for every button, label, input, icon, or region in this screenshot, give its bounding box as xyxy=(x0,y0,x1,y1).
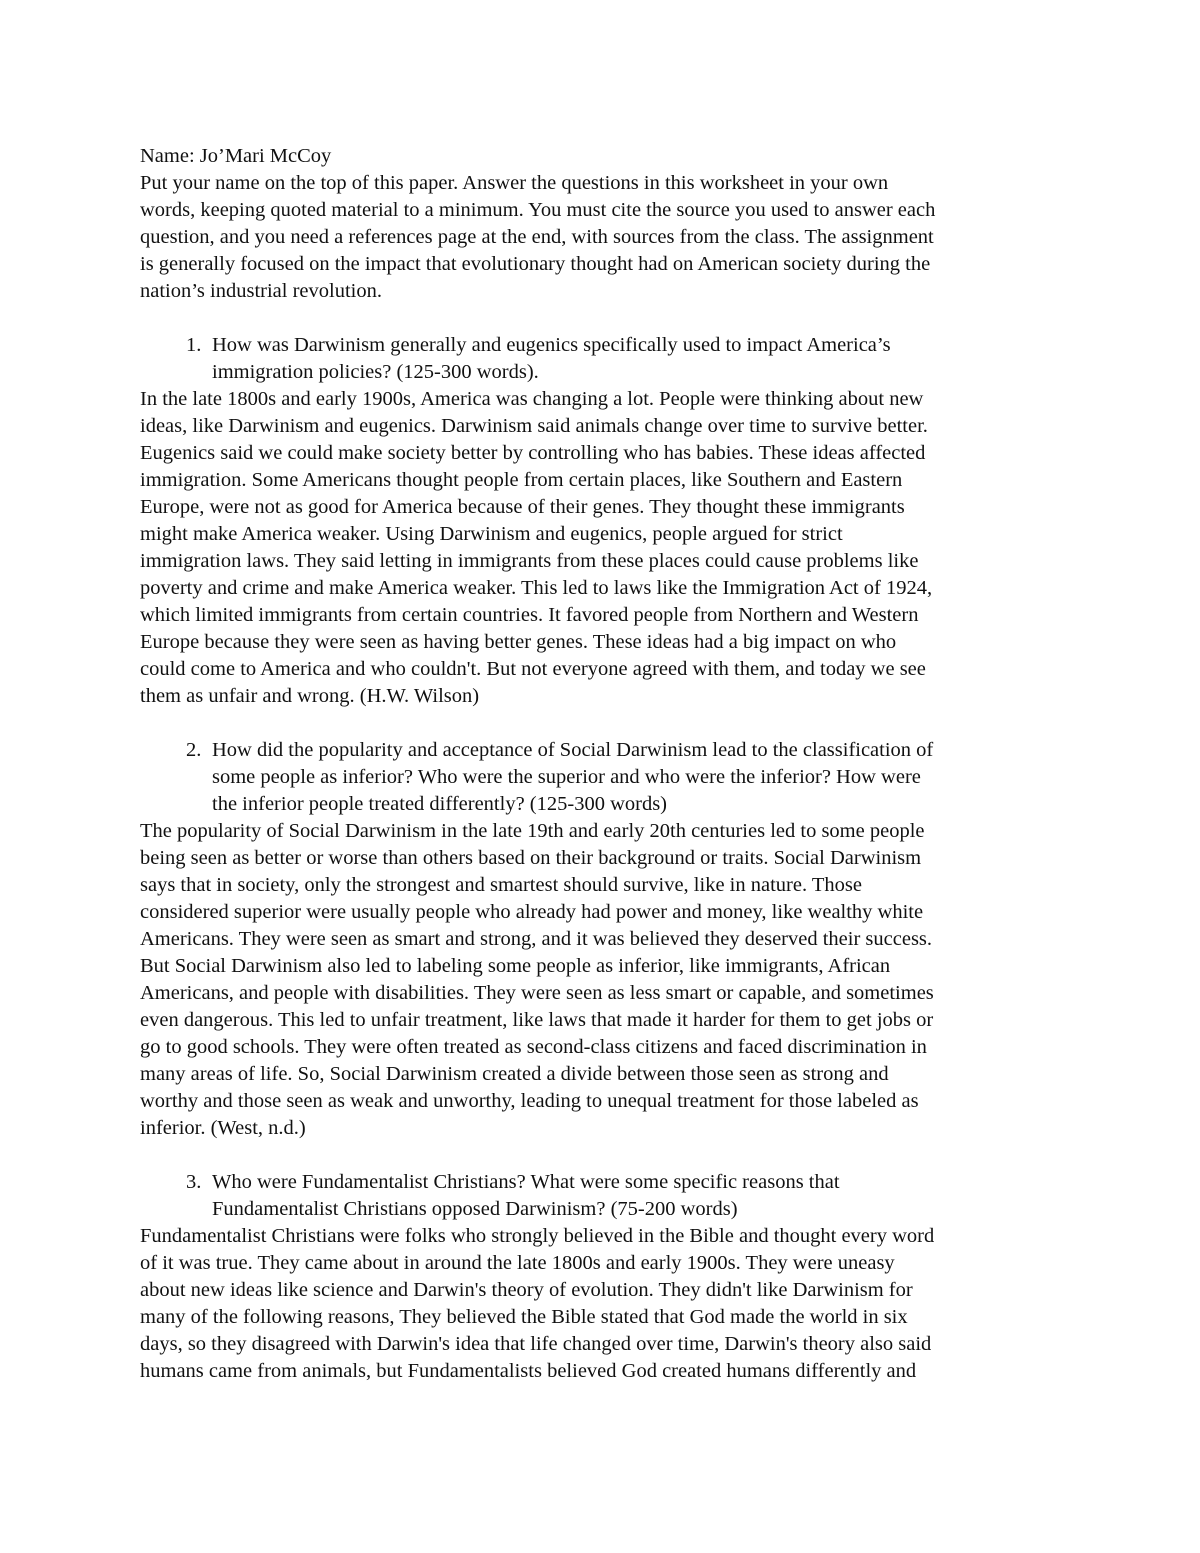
instructions-line: words, keeping quoted material to a minimum. You must cite the source you used to answer each xyxy=(140,199,936,221)
question-line: How was Darwinism generally and eugenics specifically used to impact America’s xyxy=(212,334,891,356)
answer-line: about new ideas like science and Darwin's theory of evolution. They didn't like Darwinism for xyxy=(140,1279,913,1301)
answer-line: of it was true. They came about in around the late 1800s and early 1900s. They were uneasy xyxy=(140,1252,895,1274)
instructions-line: Put your name on the top of this paper. Answer the questions in this worksheet in your own xyxy=(140,172,889,194)
question-line: the inferior people treated differently? (125-300 words) xyxy=(212,793,668,815)
answer-line: Americans. They were seen as smart and strong, and it was believed they deserved their success. xyxy=(140,928,933,950)
instructions-paragraph xyxy=(140,170,1070,305)
answer-line: many areas of life. So, Social Darwinism created a divide between those seen as strong and xyxy=(140,1063,889,1085)
answer-line: even dangerous. This led to unfair treatment, like laws that made it harder for them to get jobs or xyxy=(140,1009,934,1031)
answer-line: could come to America and who couldn't. But not everyone agreed with them, and today we see xyxy=(140,658,926,680)
answer-line: Europe because they were seen as having better genes. These ideas had a big impact on who xyxy=(140,631,897,653)
answer-2 xyxy=(140,818,1070,1142)
spacer xyxy=(140,710,1070,737)
answer-line: Europe, were not as good for America because of their genes. They thought these immigrants xyxy=(140,496,905,518)
answer-line: days, so they disagreed with Darwin's idea that life changed over time, Darwin's theory also said xyxy=(140,1333,932,1355)
answer-line: The popularity of Social Darwinism in the late 19th and early 20th centuries led to some people xyxy=(140,820,925,842)
answer-line: ideas, like Darwinism and eugenics. Darwinism said animals change over time to survive better. xyxy=(140,415,928,437)
answer-line: In the late 1800s and early 1900s, America was changing a lot. People were thinking about new xyxy=(140,388,924,410)
instructions-line: nation’s industrial revolution. xyxy=(140,280,382,302)
answer-line: says that in society, only the strongest and smartest should survive, like in nature. Those xyxy=(140,874,862,896)
question-2 xyxy=(140,737,1070,818)
answer-line: considered superior were usually people who already had power and money, like wealthy white xyxy=(140,901,924,923)
question-number: 1. xyxy=(186,334,202,356)
question-number: 3. xyxy=(186,1171,202,1193)
answer-line: worthy and those seen as weak and unworthy, leading to unequal treatment for those labeled as xyxy=(140,1090,919,1112)
question-text xyxy=(212,332,1070,386)
answer-line: Fundamentalist Christians were folks who strongly believed in the Bible and thought every word xyxy=(140,1225,935,1247)
answer-line: might make America weaker. Using Darwinism and eugenics, people argued for strict xyxy=(140,523,843,545)
question-1 xyxy=(140,332,1070,386)
answer-1 xyxy=(140,386,1070,710)
question-3 xyxy=(140,1169,1070,1223)
answer-line: inferior. (West, n.d.) xyxy=(140,1117,306,1139)
answer-line: Americans, and people with disabilities. They were seen as less smart or capable, and sometimes xyxy=(140,982,934,1004)
answer-line: immigration laws. They said letting in immigrants from these places could cause problems like xyxy=(140,550,919,572)
answer-line: go to good schools. They were often treated as second-class citizens and faced discrimination in xyxy=(140,1036,927,1058)
question-text xyxy=(212,737,1070,818)
name-line: Name: Jo’Mari McCoy xyxy=(140,145,332,167)
answer-line: poverty and crime and make America weaker. This led to laws like the Immigration Act of 1924, xyxy=(140,577,933,599)
question-text xyxy=(212,1169,1070,1223)
answer-line: Eugenics said we could make society better by controlling who has babies. These ideas affected xyxy=(140,442,926,464)
question-line: Fundamentalist Christians opposed Darwinism? (75-200 words) xyxy=(212,1198,738,1220)
spacer xyxy=(140,305,1070,332)
answer-line: humans came from animals, but Fundamentalists believed God created humans differently and xyxy=(140,1360,917,1382)
answer-line: But Social Darwinism also led to labeling some people as inferior, like immigrants, African xyxy=(140,955,891,977)
spacer xyxy=(140,1142,1070,1169)
answer-line: many of the following reasons, They believed the Bible stated that God made the world in six xyxy=(140,1306,908,1328)
instructions-line: is generally focused on the impact that evolutionary thought had on American society during the xyxy=(140,253,931,275)
question-line: How did the popularity and acceptance of Social Darwinism lead to the classification of xyxy=(212,739,934,761)
answer-line: being seen as better or worse than others based on their background or traits. Social Darwinism xyxy=(140,847,922,869)
question-number: 2. xyxy=(186,739,202,761)
instructions-line: question, and you need a references page at the end, with sources from the class. The assignment xyxy=(140,226,934,248)
answer-line: immigration. Some Americans thought people from certain places, like Southern and Eastern xyxy=(140,469,903,491)
question-line: immigration policies? (125-300 words). xyxy=(212,361,539,383)
question-line: some people as inferior? Who were the superior and who were the inferior? How were xyxy=(212,766,921,788)
answer-line: which limited immigrants from certain countries. It favored people from Northern and Western xyxy=(140,604,919,626)
question-line: Who were Fundamentalist Christians? What were some specific reasons that xyxy=(212,1171,840,1193)
answer-3 xyxy=(140,1223,1070,1385)
answer-line: them as unfair and wrong. (H.W. Wilson) xyxy=(140,685,480,707)
document-page xyxy=(140,143,1070,1385)
